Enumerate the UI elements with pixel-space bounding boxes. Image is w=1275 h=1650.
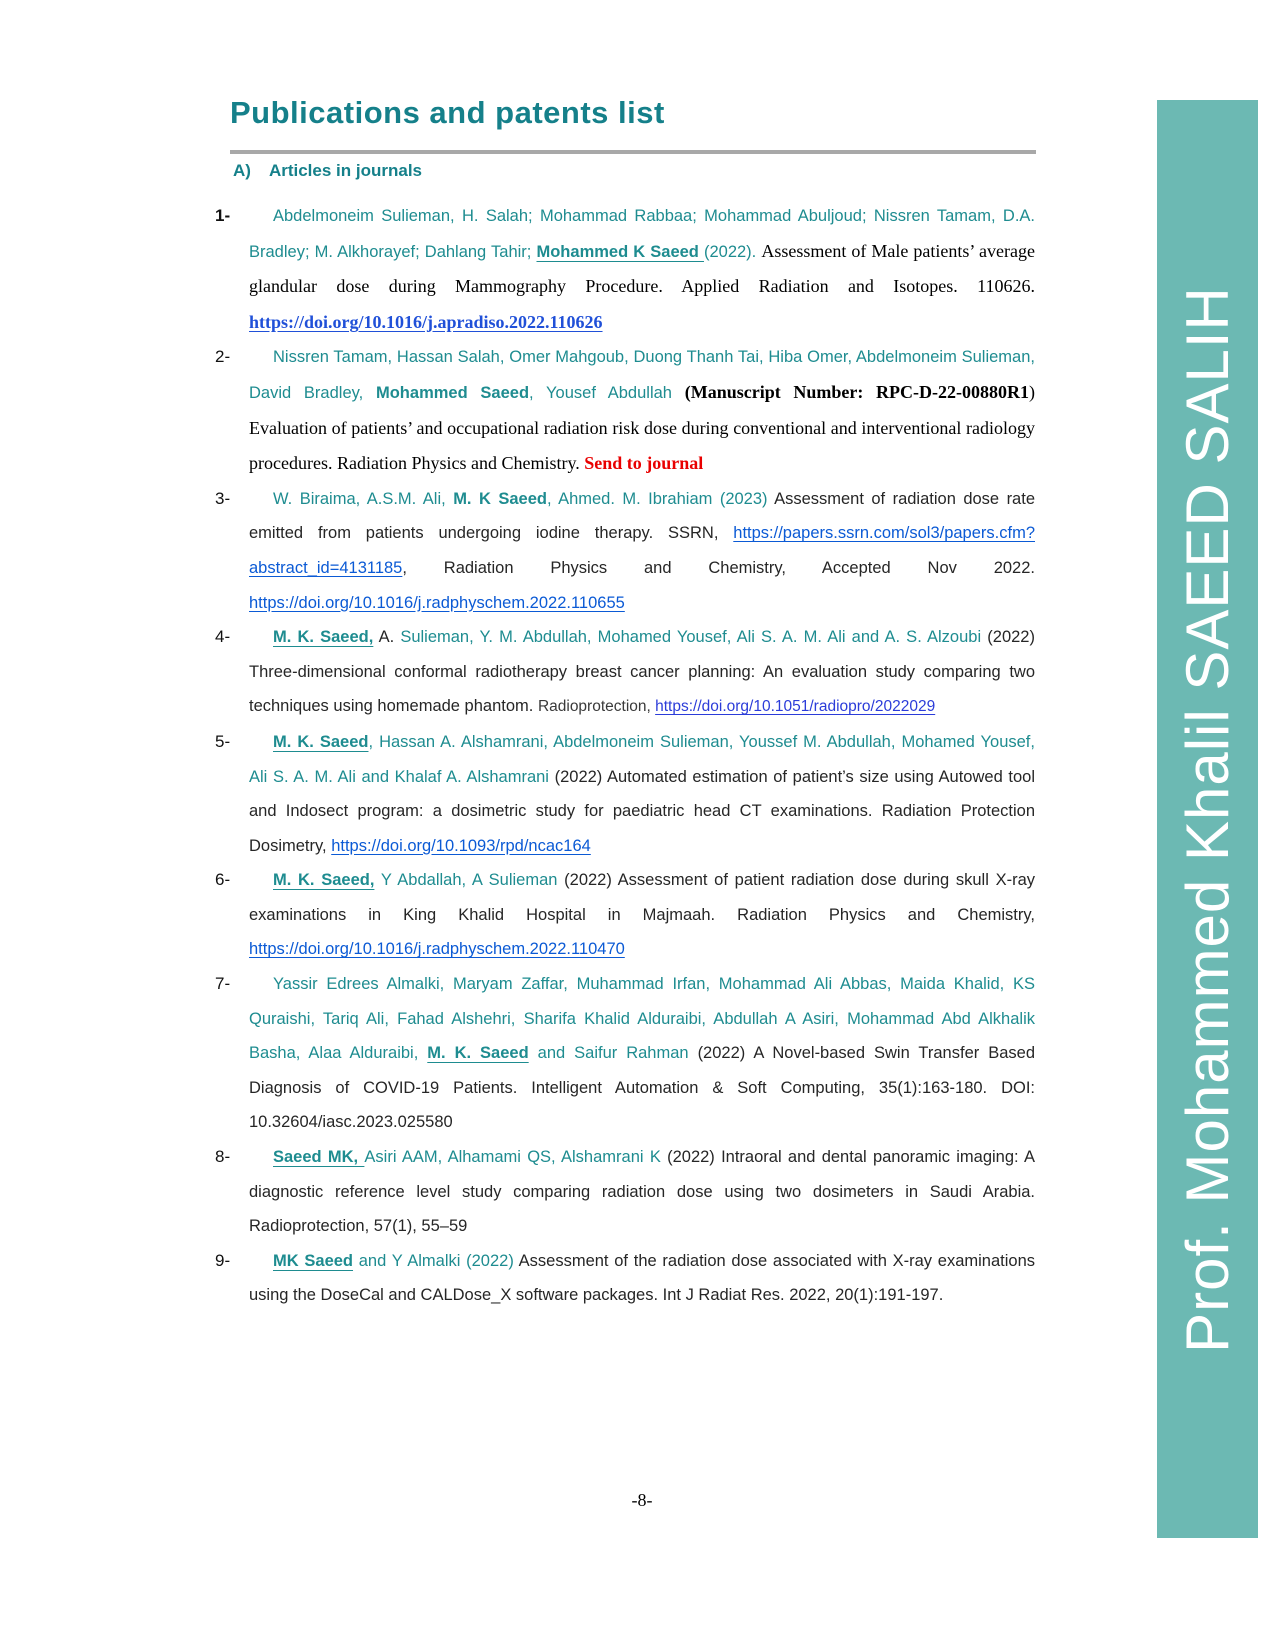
- citation-body: (2022) Assessment of patient radiation dose during skull X-ray examinations in King Khalid Hospital in Majmaah. Radiation Physics and Chemistry,: [249, 871, 1035, 924]
- item-number: 4-: [215, 627, 231, 647]
- publication-list: [215, 199, 1035, 1313]
- citation-body: (2022) Intraoral and dental panoramic imaging: A diagnostic reference level study comparing radiation dose using two dosimeters in Saudi Arabia. Radioprotection, 57(1), 55–59: [249, 1148, 1035, 1236]
- citation-body: Assessment of Male patients’ average glandular dose during Mammography Procedure. Applied Radiation and Isotopes. 110626.: [249, 240, 1035, 297]
- citation-body: Assessment of the radiation dose associated with X-ray examinations using the DoseCal and CALDose_X software packages. Int J Radiat Res. 2022, 20(1):191-197.: [249, 1251, 1035, 1305]
- author-text: Y Abdallah, A Sulieman: [374, 871, 565, 890]
- citation-body: (2022) Three-dimensional conformal radiotherapy breast cancer planning: An evaluation study comparing two techniques using homemade phantom.: [249, 628, 1035, 716]
- author-highlight: Mohammed Saeed: [375, 383, 530, 402]
- citation-body: A.: [373, 628, 401, 647]
- page-title: Publications and patents list: [230, 95, 665, 130]
- citation-item: [215, 863, 1035, 967]
- professor-name-vertical-text: Prof. Mohammed Khalil SAEED SALIH: [1174, 285, 1241, 1353]
- author-text: (2022).: [703, 242, 762, 261]
- item-number: 7-: [215, 974, 231, 994]
- author-text: W. Biraima, A.S.M. Ali,: [273, 489, 454, 508]
- author-highlight: M. K. Saeed,: [273, 628, 374, 647]
- author-text: Sulieman, Y. M. Abdullah, Mohamed Yousef, Ali S. A. M. Ali and A. S. Alzoubi: [400, 628, 988, 647]
- citation-body: Assessment of radiation dose rate emitted from patients undergoing iodine therapy. SSRN,: [249, 489, 1035, 543]
- author-highlight: M. K. Saeed: [427, 1044, 529, 1063]
- citation-item: [215, 620, 1035, 725]
- author-highlight: Mohammed K Saeed: [536, 242, 704, 261]
- item-number: 2-: [215, 347, 231, 367]
- section-label: A): [233, 161, 251, 180]
- author-highlight: Saeed MK,: [273, 1148, 365, 1167]
- manuscript-number: (Manuscript Number: RPC-D-22-00880R1: [684, 381, 1029, 402]
- item-number: 8-: [215, 1147, 231, 1167]
- author-text: , Yousef Abdullah: [529, 383, 685, 402]
- item-number: 9-: [215, 1250, 231, 1270]
- section-heading: [233, 161, 422, 181]
- author-text: , Hassan A. Alshamrani, Abdelmoneim Sulieman, Youssef M. Abdullah, Mohamed Yousef, Ali S. A. M. Ali and Khalaf A. Alshamrani: [249, 732, 1035, 786]
- author-text: , Ahmed. M. Ibrahiam (2023): [546, 489, 775, 508]
- citation-link[interactable]: https://doi.org/10.1093/rpd/ncac164: [331, 836, 591, 855]
- item-number: 5-: [215, 731, 231, 751]
- citation-link[interactable]: https://doi.org/10.1016/j.radphyschem.2022.110655: [249, 593, 625, 612]
- author-highlight: MK Saeed: [273, 1251, 354, 1270]
- citation-item: [215, 340, 1035, 481]
- author-text: Yassir Edrees Almalki, Maryam Zaffar, Muhammad Irfan, Mohammad Ali Abbas, Maida Khalid, KS Quraishi, Tariq Ali, Fahad Alshehri, Sharifa Khalid Alduraibi, Abdullah A Asiri, Mohammad Abd Alkhalik Basha, Alaa Alduraibi,: [249, 975, 1035, 1063]
- citation-item: [215, 482, 1035, 620]
- citation-link[interactable]: https://papers.ssrn.com/sol3/papers.cfm?abstract_id=4131185: [249, 524, 1035, 577]
- citation-item: [215, 199, 1035, 340]
- author-text: Asiri AAM, Alhamami QS, Alshamrani K: [364, 1148, 668, 1167]
- author-highlight: M. K Saeed: [453, 489, 547, 508]
- author-text: Abdelmoneim Sulieman, H. Salah; Mohammad Rabbaa; Mohammad Abuljoud; Nissren Tamam, D.A. Bradley; M. Alkhorayef; Dahlang Tahir;: [249, 207, 1035, 261]
- section-title: Articles in journals: [268, 161, 422, 180]
- journal-name: Radioprotection,: [537, 698, 656, 716]
- send-to-journal-note: Send to journal: [584, 453, 704, 474]
- author-text: and Saifur Rahman: [528, 1044, 698, 1063]
- citation-body: , Radiation Physics and Chemistry, Accepted Nov 2022.: [402, 558, 1035, 577]
- citation-body: (2022) A Novel-based Swin Transfer Based Diagnosis of COVID-19 Patients. Intelligent Automation & Soft Computing, 35(1):163-180. DOI: 10.32604/iasc.2023.025580: [249, 1044, 1035, 1132]
- citation-link[interactable]: https://doi.org/10.1051/radiopro/2022029: [655, 698, 936, 716]
- citation-link[interactable]: https://doi.org/10.1016/j.apradiso.2022.110626: [249, 311, 603, 332]
- item-number: 6-: [215, 870, 231, 890]
- page-number: -8-: [631, 1490, 653, 1510]
- item-number: 1-: [215, 206, 231, 225]
- citation-link[interactable]: https://doi.org/10.1016/j.radphyschem.2022.110470: [249, 940, 625, 959]
- citation-body: (2022) Automated estimation of patient’s size using Autowed tool and Indosect program: a dosimetric study for paediatric head CT examinations. Radiation Protection Dosimetry,: [249, 767, 1035, 855]
- author-highlight: M. K. Saeed,: [273, 871, 375, 890]
- citation-item: [215, 1244, 1035, 1313]
- citation-item: [215, 725, 1035, 863]
- author-text: Nissren Tamam, Hassan Salah, Omer Mahgoub, Duong Thanh Tai, Hiba Omer, Abdelmoneim Sulieman, David Bradley,: [249, 348, 1035, 402]
- citation-body: ) Evaluation of patients’ and occupational radiation risk dose during conventional and interventional radiology procedures. Radiation Physics and Chemistry.: [249, 381, 1035, 474]
- title-divider: [230, 150, 1036, 154]
- author-text: and Y Almalki (2022): [353, 1251, 519, 1270]
- author-highlight: M. K. Saeed: [273, 732, 369, 751]
- item-number: 3-: [215, 488, 231, 508]
- citation-item: [215, 967, 1035, 1140]
- sidebar-name-banner: [1157, 100, 1258, 1538]
- citation-item: [215, 1140, 1035, 1244]
